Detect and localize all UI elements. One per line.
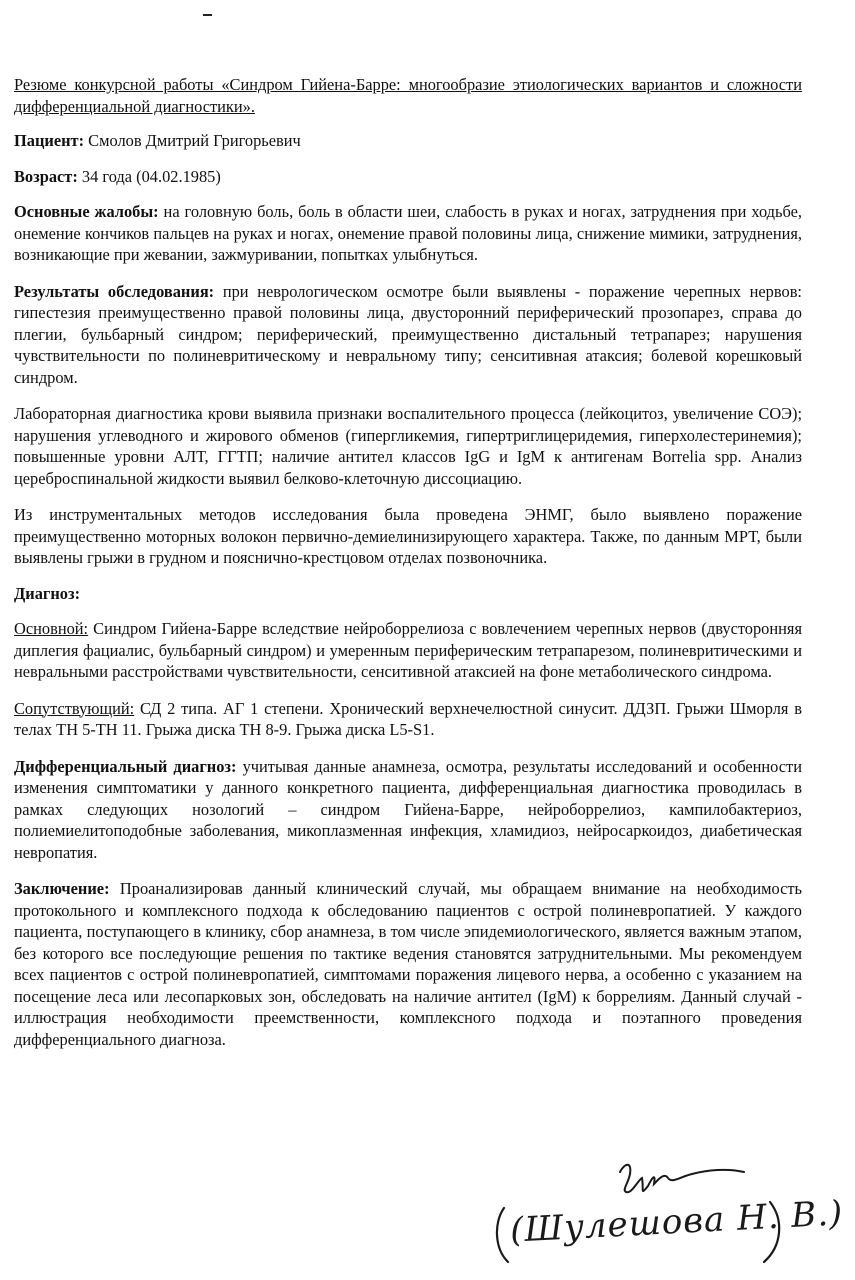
conclusion-label: Заключение:: [14, 879, 110, 898]
instrumental-paragraph: Из инструментальных методов исследования была проведена ЭНМГ, было выявлено поражение преимущественно моторных волокон первично-демиелинизирующего характера. Также, по данным МРТ, были выявлены грыжи в грудном и пояснично-крестцовом отделах позвоночника.: [14, 505, 802, 567]
differential-label: Дифференциальный диагноз:: [14, 756, 237, 776]
document-title: Резюме конкурсной работы «Синдром Гийена-Барре: многообразие этиологических вариантов и сложности дифференциальной диагностики».: [14, 75, 802, 116]
concomitant-label: Сопутствующий:: [14, 698, 135, 718]
lab-paragraph: Лабораторная диагностика крови выявила признаки воспалительного процесса (лейкоцитоз, увеличение СОЭ); нарушения углеводного и жирового обменов (гипергликемия, гипертриглицеридемия, гиперхолестеринемия); повышенные уровни АЛТ, ГГТП; наличие антител классов IgG и IgM к антигенам Borrelia spp. Анализ цереброспинальной жидкости выявил белково-клеточную диссоциацию.: [14, 404, 802, 488]
document-body: [14, 74, 802, 1050]
results-paragraph: [14, 281, 802, 389]
age-value: 34 года (04.02.1985): [77, 166, 221, 186]
differential-text: учитывая данные анамнеза, осмотра, результаты исследований и особенности изменения симптоматики у данного конкретного пациента, дифференциальная диагностика проводилась в рамках следующих нозологий – синдром Гийена-Барре, нейроборрелиоз, кампилобактериоз, полиемиелитоподобные заболевания, микоплазменная инфекция, хламидиоз, нейросаркоидоз, диабетическая невропатия.: [14, 756, 802, 862]
results-text: при неврологическом осмотре были выявлены - поражение черепных нервов: гипестезия преимущественно правой половины лица, двусторонний периферический прозопарез, справа до плегии, бульбарный синдром; периферический, преимущественно дистальный тетрапарез; нарушения чувствительности по полиневритическому и невральному типу; сенситивная атаксия; болевой корешковый синдром.: [14, 281, 802, 387]
main-diagnosis-label: Основной:: [14, 619, 89, 638]
age-line: [14, 166, 802, 188]
complaints-label: Основные жалобы:: [14, 202, 159, 221]
scan-mark: [203, 14, 212, 16]
patient-line: [14, 130, 802, 152]
concomitant-text: СД 2 типа. АГ 1 степени. Хронический верхнечелюстной синусит. ДДЗП. Грыжи Шморля в телах ТН 5-ТН 11. Грыжа диска ТН 8-9. Грыжа диска L5-S1.: [14, 698, 802, 739]
complaints-paragraph: [14, 201, 802, 266]
complaints-text: на головную боль, боль в области шеи, слабость в руках и ногах, затруднения при ходьбе, онемение кончиков пальцев на руках и ногах, онемение правой половины лица, снижение мимики, затруднения, возникающие при жевании, зажмуривании, попытках улыбнуться.: [14, 202, 802, 264]
patient-name: Смолов Дмитрий Григорьевич: [84, 131, 301, 150]
conclusion-text: Проанализировав данный клинический случай, мы обращаем внимание на необходимость протокольного и комплексного подхода к обследованию пациентов с острой полиневропатией. У каждого пациента, поступающего в клинику, сбор анамнеза, в том числе эпидемиологического, является важным этапом, без которого все последующие решения по тактике ведения становятся затруднительными. Мы рекомендуем всех пациентов с острой полиневропатией, симптомами поражения лицевого нерва, а особенно с указанием на посещение леса или лесопарковых зон, обследовать на наличие антител (IgM) к боррелиям. Данный случай - иллюстрация необходимости преемственности, комплексного подхода и поэтапного проведения дифференциального диагноза.: [14, 879, 802, 1049]
concomitant-paragraph: [14, 698, 802, 741]
differential-paragraph: [14, 756, 802, 864]
main-diagnosis-text: Синдром Гийена-Барре вследствие нейроборрелиоза с вовлечением черепных нервов (двусторонняя диплегия фациалис, бульбарный синдром) и умеренным периферическим тетрапарезом, полиневритическими и невральными расстройствами чувствительности, сенситивной атаксией на фоне метаболического синдрома.: [14, 619, 802, 681]
conclusion-paragraph: [14, 878, 802, 1050]
age-label: Возраст:: [14, 166, 78, 186]
patient-label: Пациент:: [14, 131, 85, 150]
main-diagnosis-paragraph: [14, 618, 802, 683]
diagnosis-heading: Диагноз:: [14, 583, 81, 603]
handwritten-signature: [492, 1150, 845, 1275]
signature-text: (Шулешова Н. В.): [509, 1193, 845, 1251]
results-label: Результаты обследования:: [14, 281, 215, 301]
